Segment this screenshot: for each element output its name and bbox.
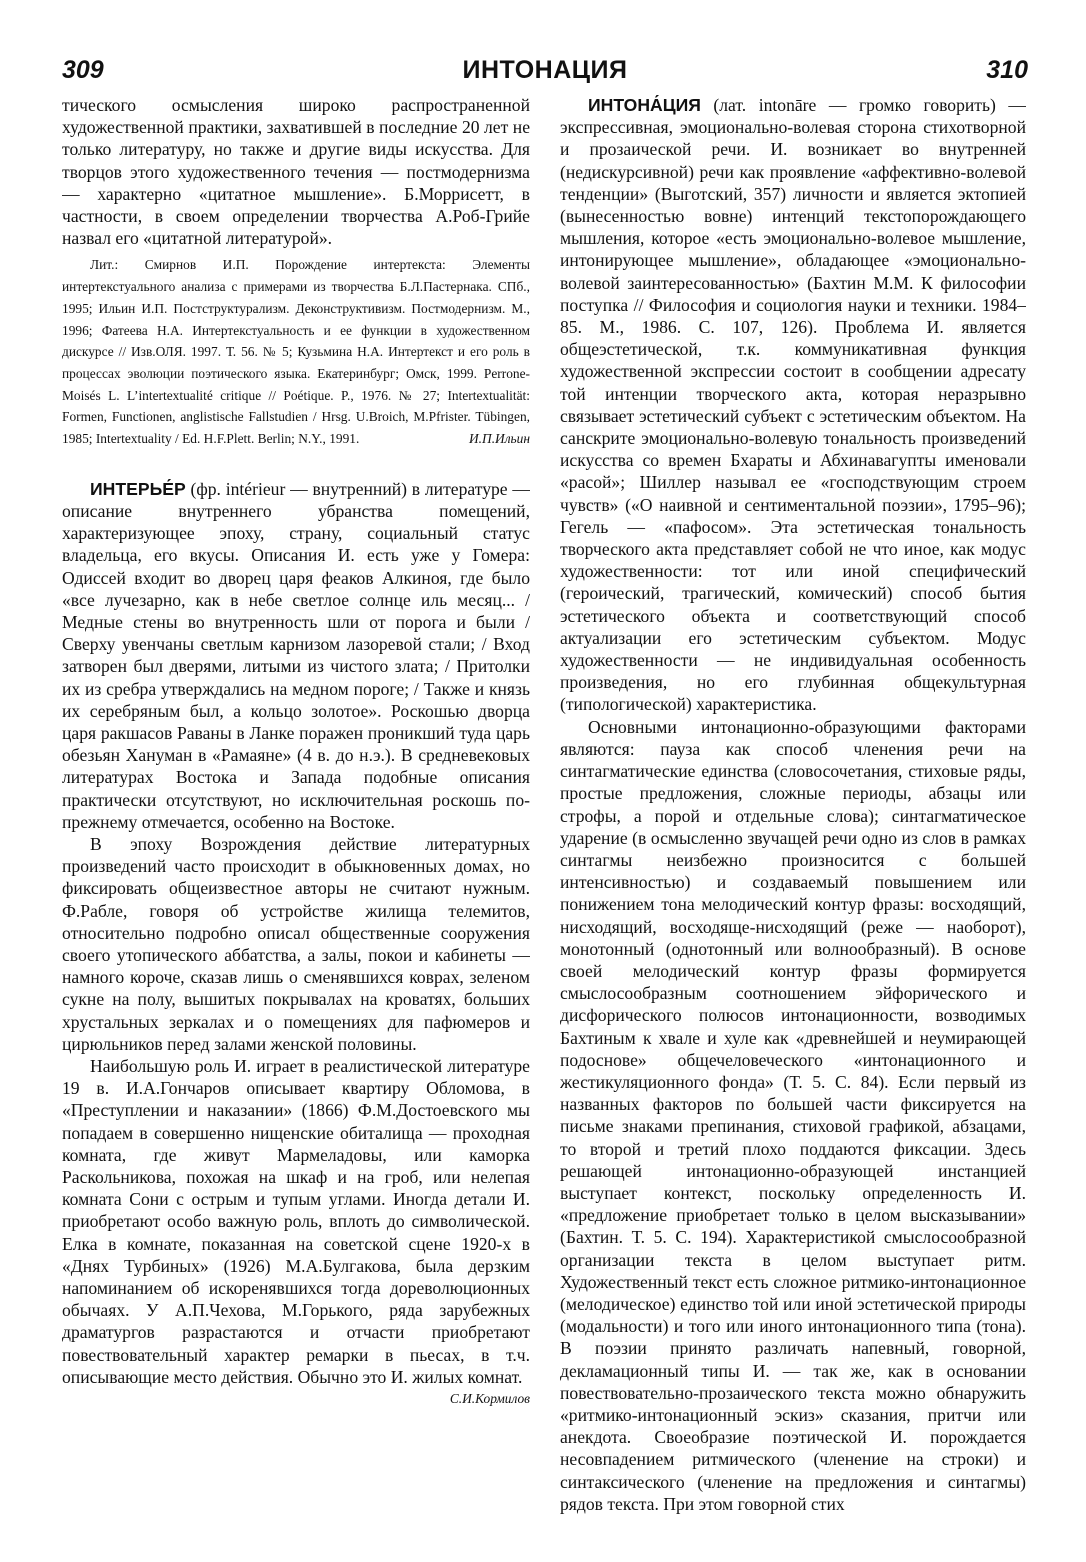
bibliography-text: Лит.: Смирнов И.П. Порождение интертекста: Элементы интертекстуального анализа с примерами из творчества Б.Л.Пастернака. СПб., 1995; Ильин И.П. Постструктурализм. Деконструктивизм. Постмодернизм. М., 1996; Фатеева Н.А. Интертекстуальность и ее функции в художественном дискурсе // Изв.ОЛЯ. 1997. Т. 56. № 5; Кузьмина Н.А. Интертекст и его роль в процессах эволюции поэтического языка. Екатеринбург; Омск, 1999. Perrone-Moisés L. L’intertextualité critique // Poétique. P., 1976. № 27; Intertextualität: Formen, Functionen, anglistische Fallstudien / Hrsg. U.Broich, M.Pfrister. Tübingen, 1985; Intertextuality / Ed. H.F.Plett. Berlin; N.Y., 1991. bbox=[62, 257, 530, 447]
running-header bbox=[62, 56, 1028, 90]
running-title: ИНТОНАЦИЯ bbox=[462, 56, 628, 84]
paragraph-renaissance: В эпоху Возрождения действие литературных произведений часто происходит в обыкновенных домах, но фиксировать общеизвестное авторы не считают нужным. Ф.Рабле, говоря об устройстве жилища телемитов, относительно подробно описал общественные сооружения своего утопического аббатства, а залы, покои и кабинеты — намного короче, сказав лишь о сменявшихся коврах, зеленом сукне на полу, вышитых покрывалах на кроватях, больших хрустальных зеркалах и о помещениях для пафюмеров и цирюльников перед залами женской половины. bbox=[62, 834, 530, 1054]
entry-intonation-intro bbox=[560, 94, 1026, 716]
entry-intonation-text: (лат. intonāre — громко говорить) — экспрессивная, эмоционально-волевая сторона стихотворной и прозаической речи. И. возникает во внутренней (недискурсивной) речи как проявление «аффективно-волевой тенденции» (Выготский, 357) личности и является эктопией (вынесенностью вовне) интенций текстопорождающего мышления, которое «есть эмоционально-волевое мышление, интонирующее мышление», обладающее «эмоционально-волевой заинтересованностью» (Бахтин М.М. К философии поступка // Философия и социология науки и техники. 1984–85. М., 1986. С. 107, 126). Проблема И. является общеэстетической, т.к. коммуникативная функция художественной экспрессии состоит в сообщении адресату той интенции творческого акта, которая неразрывно связывает эстетический субъект с эстетическим объектом. На санскрите эмоционально-волевую тональность произведений искусства со времен Бхараты и Абхинавагупты именовали «расой»; Шиллер называл ее «господствующим строем чувств» («О наивной и сентиментальной поэзии», 1795–96); Гегель — «пафосом». Эта эстетическая тональность творческого акта представляет собой не что иное, как модус художественности: тот или иной специфический (героический, трагический, комический) способ бытия эстетического объекта и соответствующий способ актуализации его эстетическим субъектом. Модус художественности — не индивидуальная особенность произведения, но его глубинная общекультурная (типологической) характеристика. bbox=[560, 95, 1026, 715]
entry-interior-intro bbox=[62, 478, 530, 833]
paragraph-continuation: тического осмысления широко распространенной художественной практики, захватившей в последние 20 лет не только литературу, но также и другие виды искусства. Для творцов этого художественного течения — постмодернизма — характерно «цитатное мышление». Б.Моррисетт, в частности, в своем определении творчества А.Роб-Грийе назвал его «цитатной литературой». bbox=[62, 95, 530, 249]
entry-separator bbox=[62, 450, 530, 478]
right-column bbox=[560, 94, 1026, 1534]
entry-interior-text: (фр. intérieur — внутренний) в литературе — описание внутреннего убранства помещений, характеризующее эпоху, страну, социальный статус владельца, его вкусы. Описания И. есть уже у Гомера: Одиссей входит во дворец царя феаков Алкиноя, где было «все лучезарно, как в небе светлое солнце иль месяц... / Медные стены во внутренность шли от порога и были / Сверху увенчаны светлым карнизом лазоревой стали; / Вход затворен был дверями, литыми из чистого злата; / Притолки их из сребра утверждались на медном пороге; / Также и князь их серебряным был, а кольцо золотое». Роскошью дворца царя ракшасов Раваны в Ланке поражен проникший туда царь обезьян Хануман в «Рамаяне» (4 в. до н.э.). В средневековых литературах Востока и Запада подобные описания практически отсутствуют, но исключительная роскошь по-прежнему отмечается, особенно на Востоке. bbox=[62, 478, 530, 832]
paragraph-factors: Основными интонационно-образующими факторами являются: пауза как способ членения речи на синтагматические единства (словосочетания, стиховые ряды, простые предложения, сложные периоды, абзацы или строфы, а порой и отдельные слова); синтагматическое ударение (в осмысленно звучащей речи одно из слов в рамках синтагмы неизбежно произносится с большей интенсивностью) и создаваемый повышением или понижением тона мелодический контур фразы: восходящий, нисходящий, восходяще-нисходящий (реже — наоборот), монотонный (однотонный или волнообразный). В основе своей мелодический контур фразы формируется смыслосообразным соотношением эйфорического и дисфорического полюсов интонационности, возводимых Бахтиным к хвале и хуле как «древнейшей и неумирающей подоснове» общечеловеческого «интонационного и жестикуляционного фонда» (Т. 5. С. 84). Если первый из названных факторов по большей части фиксируется на письме знаками препинания, стиховой графикой, абзацами, то второй и третий плохо поддаются фиксации. Здесь решающей интонационно-образующей инстанцией выступает контекст, поскольку определенность И. «предложение приобретает только в целом высказывании» (Бахтин. Т. 5. С. 194). Характеристикой смыслосообразной организации текста в целом выступает ритм. Художественный текст есть сложное ритмико-интонационное (мелодическое) единство той или иной эстетической природы (модальности) и того или иного интонационного типа (тона). В поэзии принято различать напевный, говорной, декламационный типы И. — так же, как в основании повествовательно-прозаического текста можно обнаружить «ритмико-интонационный эскиз» сказания, притчи или анекдота. Своеобразие поэтической И. порождается несовпадением ритмического (членение на строки) и синтаксического (членение на предложения и синтагмы) рядов текста. При этом говорной стих bbox=[560, 716, 1026, 1514]
headword-intonation: ИНТОНА́ЦИЯ bbox=[588, 95, 701, 115]
paragraph-realism bbox=[62, 1055, 530, 1407]
page-number-left: 309 bbox=[62, 56, 104, 84]
page-number-right: 310 bbox=[986, 56, 1028, 84]
headword-interior: ИНТЕРЬЕ́Р bbox=[90, 478, 186, 499]
left-column bbox=[62, 94, 530, 1534]
paragraph-realism-text: Наибольшую роль И. играет в реалистической литературе 19 в. И.А.Гончаров описывает квартиру Обломова, в «Преступлении и наказании» (1866) Ф.М.Достоевского мы попадаем в совершенно нищенские обиталища — проходная комната, где живут Мармеладовы, или каморка Раскольникова, похожая на шкаф и на гроб, или нелепая комната Сони с острым и тупым углами. Иногда детали И. приобретают особо важную роль, вплоть до символической. Елка в комнате, показанная на советской сцене 1920-х в «Днях Турбиных» (1926) М.А.Булгакова, была дерзким напоминанием об искоренявшихся тогда дореволюционных обычаях. У А.П.Чехова, М.Горького, ряда зарубежных драматургов разрастаются и отчасти приобретают повествовательный характер ремарки в пьесах, в т.ч. описывающие место действия. Обычно это И. жилых комнат. bbox=[62, 1056, 530, 1387]
bibliography bbox=[62, 254, 530, 449]
author-signature: И.П.Ильин bbox=[469, 431, 530, 447]
author-signature: С.И.Кормилов bbox=[449, 1391, 530, 1407]
